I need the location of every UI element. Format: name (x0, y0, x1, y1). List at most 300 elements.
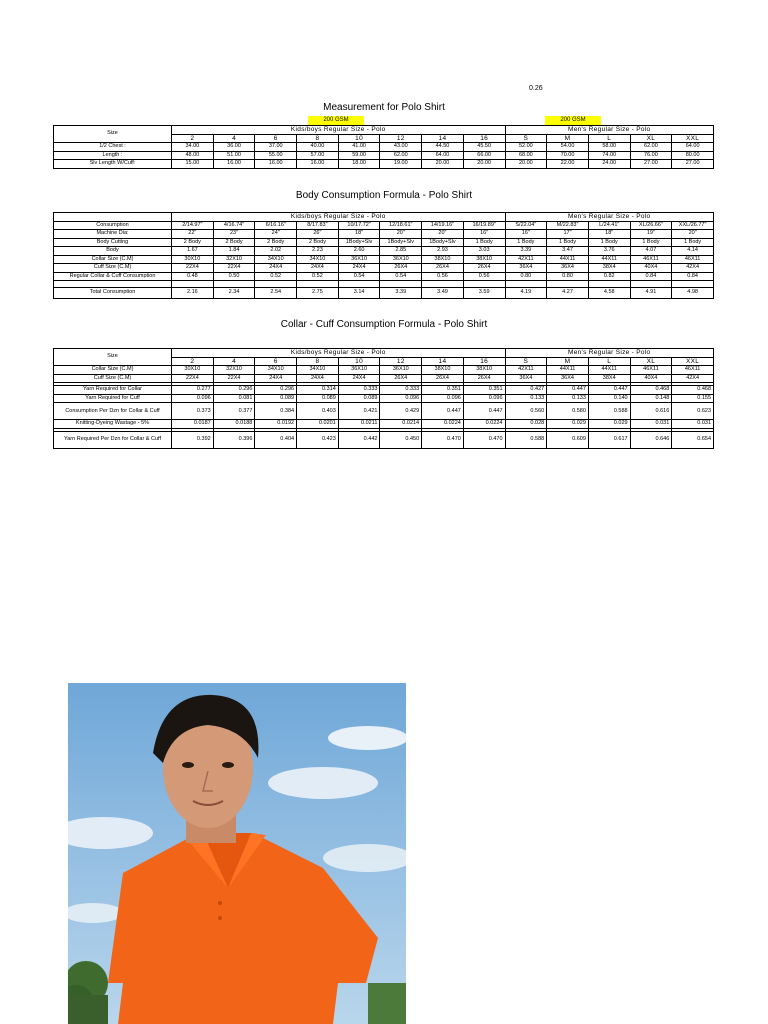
table-cell: 40X4 (630, 264, 672, 273)
collar-cuff-table (53, 348, 714, 449)
table-cell: 42X4 (672, 374, 714, 383)
empty-cell (380, 281, 422, 288)
table-cell: 0.609 (547, 431, 589, 448)
table-cell: 36X4 (505, 374, 547, 383)
gsm-highlight-kids: 200 GSM (308, 116, 364, 125)
empty-cell (338, 281, 380, 288)
table-cell: 0.392 (172, 431, 214, 448)
table-cell: 59.00 (338, 151, 380, 160)
page-number: 0.26 (529, 85, 543, 92)
table-cell: 0.48 (172, 272, 214, 281)
table-cell: 0.0192 (255, 420, 297, 429)
table-cell: 2.60 (338, 247, 380, 256)
table-cell: 34X10 (297, 255, 339, 264)
table-cell: 70.00 (547, 151, 589, 160)
table-cell: 0.031 (630, 420, 672, 429)
table-cell: 19" (630, 230, 672, 239)
table-cell: 0.617 (588, 431, 630, 448)
table-cell: 24X4 (297, 264, 339, 273)
empty-cell (505, 281, 547, 288)
table-row (54, 349, 714, 358)
row-label: Consumption Per Dzn for Collar & Cuff (54, 403, 172, 420)
table-row (54, 230, 714, 239)
table-cell: 0.0201 (297, 420, 339, 429)
table-cell: 80.00 (672, 151, 714, 160)
table-cell: 0.296 (255, 386, 297, 395)
table-row (54, 386, 714, 395)
total-cell: 3.39 (380, 288, 422, 299)
table-cell: 0.404 (255, 431, 297, 448)
size-column-header: 6/16.16" (255, 221, 297, 230)
table-cell: 2.23 (297, 247, 339, 256)
table-row (54, 160, 714, 169)
table-cell: 20" (380, 230, 422, 239)
size-column-header: XXL/26.77" (672, 221, 714, 230)
row-label: Yarn Required for Collar (54, 386, 172, 395)
total-cell: 2.54 (255, 288, 297, 299)
table-row (54, 366, 714, 375)
mens-group-header: Men's Regular Size - Polo (505, 213, 714, 222)
table-cell: 0.333 (338, 386, 380, 395)
table-cell: 66.00 (463, 151, 505, 160)
table-cell: 3.03 (463, 247, 505, 256)
table-row (54, 221, 714, 230)
size-column-header: L/24.41" (588, 221, 630, 230)
size-column-header: 14/19.16" (422, 221, 464, 230)
total-cell: 4.98 (672, 288, 714, 299)
size-column-header: 2 (172, 134, 214, 143)
table-cell: 62.00 (630, 143, 672, 152)
table-cell: 0.096 (172, 394, 214, 403)
size-column-header: 2 (172, 357, 214, 366)
table-cell: 0.089 (297, 394, 339, 403)
table-cell: 2 Body (172, 238, 214, 247)
table-row (54, 288, 714, 299)
table-cell: 0.0211 (338, 420, 380, 429)
table-cell: 0.423 (297, 431, 339, 448)
consumption-header: Consumption (54, 221, 172, 230)
table-cell: 68.00 (505, 151, 547, 160)
table-cell: 19.00 (380, 160, 422, 169)
table-cell: 0.096 (422, 394, 464, 403)
size-column-header: 14 (422, 357, 464, 366)
table-cell: 27.00 (630, 160, 672, 169)
table-cell: 37.00 (255, 143, 297, 152)
table-cell: 0.403 (297, 403, 339, 420)
table-cell: 0.429 (380, 403, 422, 420)
kids-group-header: Kids/boys Regular Size - Polo (172, 126, 506, 135)
size-column-header: M/22.83" (547, 221, 589, 230)
table-cell: 40X4 (630, 374, 672, 383)
size-column-header: 6 (255, 134, 297, 143)
table-cell: 26X4 (463, 264, 505, 273)
table-row (54, 213, 714, 222)
table-cell: 0.447 (422, 403, 464, 420)
table-cell: 34X10 (255, 255, 297, 264)
table-cell: 1 Body (463, 238, 505, 247)
table-cell: 15.00 (172, 160, 214, 169)
table-cell: 0.80 (547, 272, 589, 281)
table-cell: 20.00 (463, 160, 505, 169)
measurement-title: Measurement for Polo Shirt (323, 102, 445, 113)
table-cell: 26X4 (380, 264, 422, 273)
table-cell: 16" (463, 230, 505, 239)
table-cell: 36X10 (338, 255, 380, 264)
table-cell: 26X4 (422, 374, 464, 383)
table-cell: 38X4 (588, 374, 630, 383)
table-cell: 44X11 (588, 366, 630, 375)
table-cell: 38X10 (463, 366, 505, 375)
table-cell: 18.00 (338, 160, 380, 169)
table-cell: 0.447 (547, 386, 589, 395)
table-cell: 42X11 (505, 366, 547, 375)
table-cell: 76.00 (630, 151, 672, 160)
row-label: Machine Dia: (54, 230, 172, 239)
size-column-header: 8 (297, 134, 339, 143)
table-row (54, 247, 714, 256)
table-row (54, 151, 714, 160)
table-cell: 2.02 (255, 247, 297, 256)
table-cell: 36X10 (380, 255, 422, 264)
table-cell: 16.00 (297, 160, 339, 169)
size-column-header: XL (630, 357, 672, 366)
table-cell: 3.47 (547, 247, 589, 256)
table-cell: 0.0224 (422, 420, 464, 429)
row-label: 1/2 Chest : (54, 143, 172, 152)
kids-group-header: Kids/boys Regular Size - Polo (172, 213, 506, 222)
table-cell: 36X4 (547, 264, 589, 273)
table-cell: 41.00 (338, 143, 380, 152)
table-cell: 38X10 (463, 255, 505, 264)
table-cell: 0.580 (547, 403, 589, 420)
table-cell: 24X4 (338, 264, 380, 273)
table-cell: 0.081 (213, 394, 255, 403)
total-cell: 4.19 (505, 288, 547, 299)
table-cell: 36X10 (380, 366, 422, 375)
table-cell: 4.07 (630, 247, 672, 256)
table-cell: 3.39 (505, 247, 547, 256)
total-cell: 2.75 (297, 288, 339, 299)
size-column-header: XXL (672, 134, 714, 143)
size-column-header: S (505, 357, 547, 366)
total-cell: 2.34 (213, 288, 255, 299)
table-cell: 0.351 (422, 386, 464, 395)
table-cell: 32X10 (213, 255, 255, 264)
table-cell: 0.277 (172, 386, 214, 395)
table-cell: 0.133 (547, 394, 589, 403)
size-column-header: S/22.04" (505, 221, 547, 230)
size-column-header: M (547, 134, 589, 143)
size-column-header: 8 (297, 357, 339, 366)
table-cell: 36X4 (505, 264, 547, 273)
table-cell: 0.0214 (380, 420, 422, 429)
table-cell: 0.421 (338, 403, 380, 420)
row-label: Collar Size (C.M) (54, 255, 172, 264)
measurement-table (53, 125, 714, 169)
model-illustration (68, 683, 406, 1024)
table-cell: 24X4 (338, 374, 380, 383)
table-row (54, 238, 714, 247)
mens-group-header: Men's Regular Size - Polo (505, 349, 714, 358)
total-cell: 4.58 (588, 288, 630, 299)
table-cell: 16.00 (255, 160, 297, 169)
size-column-header: 16/19.89" (463, 221, 505, 230)
table-cell: 34X10 (297, 366, 339, 375)
table-cell: 64.00 (672, 143, 714, 152)
size-column-header: 4 (213, 357, 255, 366)
table-cell: 74.00 (588, 151, 630, 160)
table-cell: 0.089 (255, 394, 297, 403)
empty-cell (672, 281, 714, 288)
table-cell: 0.82 (588, 272, 630, 281)
table-cell: 40.00 (297, 143, 339, 152)
table-cell: 18" (588, 230, 630, 239)
table-cell: 24X4 (255, 374, 297, 383)
table-cell: 26X4 (422, 264, 464, 273)
table-cell: 24" (255, 230, 297, 239)
table-cell: 44X11 (547, 255, 589, 264)
table-cell: 0.031 (672, 420, 714, 429)
table-cell: 1 Body (547, 238, 589, 247)
table-cell: 0.148 (630, 394, 672, 403)
table-cell: 0.140 (588, 394, 630, 403)
row-label: Body Cutting (54, 238, 172, 247)
table-cell: 1 Body (588, 238, 630, 247)
table-cell: 1 Body (672, 238, 714, 247)
body-consumption-title: Body Consumption Formula - Polo Shirt (295, 190, 473, 201)
table-row (54, 394, 714, 403)
table-cell: 0.373 (172, 403, 214, 420)
table-row (54, 143, 714, 152)
table-cell: 0.029 (547, 420, 589, 429)
row-label: Cuff Size (C.M) (54, 374, 172, 383)
table-cell: 0.54 (380, 272, 422, 281)
table-cell: 0.52 (255, 272, 297, 281)
table-cell: 44X11 (588, 255, 630, 264)
table-cell: 0.155 (672, 394, 714, 403)
table-row (54, 272, 714, 281)
table-cell: 22X4 (213, 264, 255, 273)
table-cell: 0.447 (463, 403, 505, 420)
table-cell: 0.468 (630, 386, 672, 395)
table-cell: 36X4 (547, 374, 589, 383)
table-cell: 0.450 (380, 431, 422, 448)
row-label: Body (54, 247, 172, 256)
empty-cell (297, 281, 339, 288)
table-cell: 0.588 (505, 431, 547, 448)
size-column-header: 4/16.74" (213, 221, 255, 230)
table-cell: 1.84 (213, 247, 255, 256)
table-cell: 36X10 (338, 366, 380, 375)
table-cell: 0.470 (422, 431, 464, 448)
table-cell: 32X10 (213, 366, 255, 375)
table-cell: 22.00 (547, 160, 589, 169)
table-cell: 17" (547, 230, 589, 239)
empty-cell (422, 281, 464, 288)
table-cell: 16.00 (213, 160, 255, 169)
table-cell: 46X11 (630, 255, 672, 264)
table-cell: 20.00 (422, 160, 464, 169)
table-row (54, 255, 714, 264)
table-cell: 1Body+Slv (422, 238, 464, 247)
table-cell: 64.00 (422, 151, 464, 160)
table-cell: 0.468 (672, 386, 714, 395)
table-cell: 46X11 (672, 366, 714, 375)
table-cell: 0.333 (380, 386, 422, 395)
table-cell: 0.560 (505, 403, 547, 420)
table-cell: 18" (338, 230, 380, 239)
size-column-header: 10 (338, 357, 380, 366)
table-cell: 0.351 (463, 386, 505, 395)
table-cell: 0.089 (338, 394, 380, 403)
table-cell: 0.56 (422, 272, 464, 281)
table-cell: 24X4 (297, 374, 339, 383)
size-header-cell: Size (54, 349, 172, 366)
table-cell: 44.50 (422, 143, 464, 152)
table-cell: 0.096 (463, 394, 505, 403)
row-label: Yarn Required for Cuff (54, 394, 172, 403)
total-cell: 4.91 (630, 288, 672, 299)
table-cell: 0.50 (213, 272, 255, 281)
size-column-header: 12 (380, 134, 422, 143)
size-column-header: L (588, 134, 630, 143)
table-cell: 22" (172, 230, 214, 239)
mens-group-header: Men's Regular Size - Polo (505, 126, 714, 135)
table-cell: 2.85 (380, 247, 422, 256)
table-cell: 0.384 (255, 403, 297, 420)
table-cell: 0.623 (672, 403, 714, 420)
size-column-header: 10/17.72" (338, 221, 380, 230)
table-row (54, 431, 714, 448)
size-column-header: 4 (213, 134, 255, 143)
table-cell: 4.14 (672, 247, 714, 256)
table-cell: 42X11 (505, 255, 547, 264)
table-cell: 0.377 (213, 403, 255, 420)
table-cell: 22X4 (172, 374, 214, 383)
empty-cell (547, 281, 589, 288)
empty-cell (213, 281, 255, 288)
table-cell: 2.93 (422, 247, 464, 256)
table-row (54, 374, 714, 383)
polo-shirt-model-photo (68, 683, 406, 1024)
size-column-header: XXL (672, 357, 714, 366)
table-cell: 58.00 (588, 143, 630, 152)
total-cell: 2.16 (172, 288, 214, 299)
total-cell: 3.59 (463, 288, 505, 299)
total-cell: 3.49 (422, 288, 464, 299)
total-label: Total Consumption (54, 288, 172, 299)
table-cell: 16" (505, 230, 547, 239)
table-row (54, 420, 714, 429)
gsm-highlight-mens: 200 GSM (545, 116, 601, 125)
empty-cell (630, 281, 672, 288)
size-column-header: M (547, 357, 589, 366)
size-column-header: 6 (255, 357, 297, 366)
size-column-header: 16 (463, 134, 505, 143)
row-label: Regular Collar & Cuff Consumption (54, 272, 172, 281)
table-cell: 20.00 (505, 160, 547, 169)
table-cell: 46X11 (630, 366, 672, 375)
table-cell: 0.80 (505, 272, 547, 281)
table-cell: 0.616 (630, 403, 672, 420)
table-cell: 20" (672, 230, 714, 239)
table-cell: 46X11 (672, 255, 714, 264)
table-cell: 0.588 (588, 403, 630, 420)
table-cell: 34X10 (255, 366, 297, 375)
size-column-header: XL/26.66" (630, 221, 672, 230)
table-cell: 1Body+Slv (380, 238, 422, 247)
table-cell: 45.50 (463, 143, 505, 152)
row-label: Knitting-Dyeing Wastage - 5% (54, 420, 172, 429)
table-row (54, 403, 714, 420)
table-cell: 0.028 (505, 420, 547, 429)
table-cell: 0.296 (213, 386, 255, 395)
spacer-row (54, 281, 714, 288)
table-cell: 57.00 (297, 151, 339, 160)
table-cell: 0.396 (213, 431, 255, 448)
row-label: Yarn Required Per Dzn for Collar & Cuff (54, 431, 172, 448)
table-row (54, 264, 714, 273)
size-column-header: 14 (422, 134, 464, 143)
table-cell: 30X10 (172, 366, 214, 375)
table-cell: 2 Body (213, 238, 255, 247)
empty-cell (172, 281, 214, 288)
table-cell: 0.442 (338, 431, 380, 448)
table-cell: 62.00 (380, 151, 422, 160)
row-label: Length : (54, 151, 172, 160)
table-cell: 0.56 (463, 272, 505, 281)
empty-cell (255, 281, 297, 288)
size-column-header: 16 (463, 357, 505, 366)
table-cell: 54.00 (547, 143, 589, 152)
collar-cuff-title: Collar - Cuff Consumption Formula - Polo Shirt (280, 319, 488, 330)
table-cell: 22X4 (172, 264, 214, 273)
empty-cell (588, 281, 630, 288)
size-column-header: 12/18.61" (380, 221, 422, 230)
table-cell: 0.54 (338, 272, 380, 281)
table-cell: 36.00 (213, 143, 255, 152)
size-header-cell: Size (54, 126, 172, 143)
row-label: Cuff Size (C.M) (54, 264, 172, 273)
table-cell: 0.096 (380, 394, 422, 403)
table-cell: 0.646 (630, 431, 672, 448)
table-cell: 38X10 (422, 366, 464, 375)
empty-cell (54, 213, 172, 222)
table-cell: 51.00 (213, 151, 255, 160)
size-column-header: 2/14.97" (172, 221, 214, 230)
table-cell: 2 Body (297, 238, 339, 247)
table-cell: 0.470 (463, 431, 505, 448)
kids-group-header: Kids/boys Regular Size - Polo (172, 349, 506, 358)
table-cell: 30X10 (172, 255, 214, 264)
table-cell: 0.314 (297, 386, 339, 395)
table-cell: 1.67 (172, 247, 214, 256)
table-cell: 44X11 (547, 366, 589, 375)
table-cell: 38X4 (588, 264, 630, 273)
table-cell: 0.447 (588, 386, 630, 395)
table-cell: 2 Body (255, 238, 297, 247)
table-cell: 1Body+Slv (338, 238, 380, 247)
table-cell: 38X10 (422, 255, 464, 264)
table-cell: 1 Body (505, 238, 547, 247)
table-cell: 23" (213, 230, 255, 239)
size-column-header: 10 (338, 134, 380, 143)
table-cell: 26X4 (380, 374, 422, 383)
table-cell: 26" (297, 230, 339, 239)
size-column-header: XL (630, 134, 672, 143)
table-cell: 52.00 (505, 143, 547, 152)
size-column-header: 8/17.83" (297, 221, 339, 230)
